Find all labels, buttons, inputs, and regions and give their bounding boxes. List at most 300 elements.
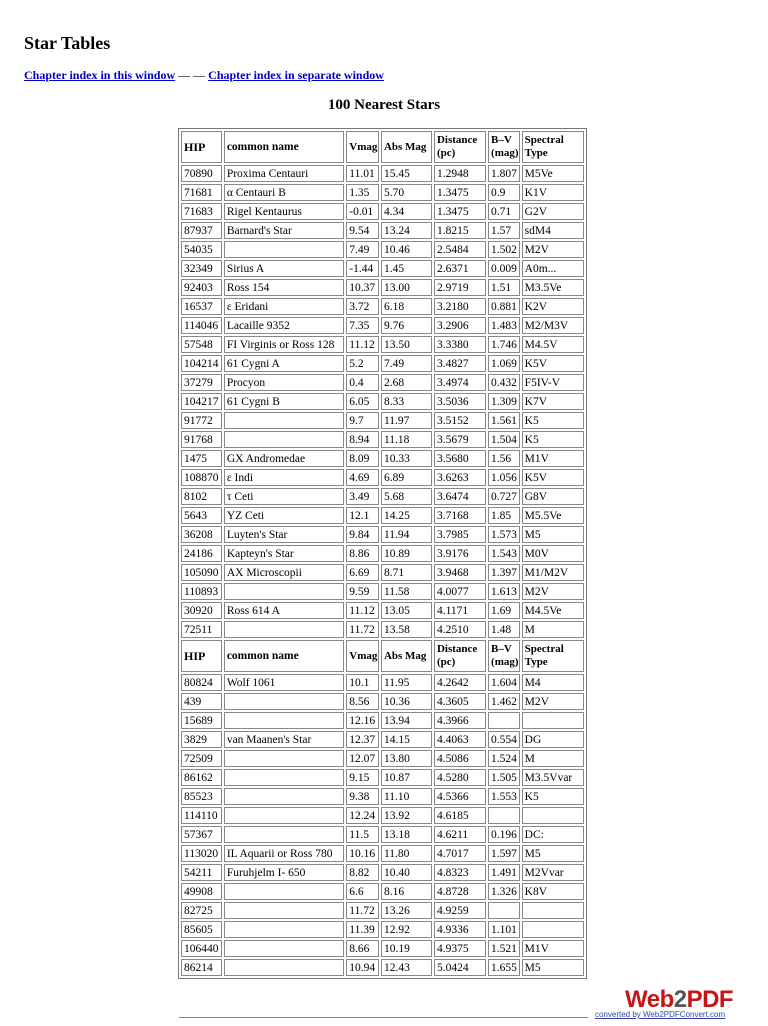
- table-row: [181, 750, 584, 767]
- table-row: [181, 393, 584, 410]
- table-row: [181, 883, 584, 900]
- table-row: [181, 241, 584, 258]
- table-cell: 13.80: [381, 750, 432, 767]
- table-cell: 1.573: [488, 526, 520, 543]
- table-cell: K2V: [522, 298, 584, 315]
- table-cell: 8.33: [381, 393, 432, 410]
- table-cell: 8.71: [381, 564, 432, 581]
- table-cell: 91772: [181, 412, 222, 429]
- table-cell: -0.01: [346, 203, 379, 220]
- table-row: [181, 165, 584, 182]
- table-cell: 4.9336: [434, 921, 486, 938]
- table-cell: 12.1: [346, 507, 379, 524]
- table-cell: 14.25: [381, 507, 432, 524]
- table-cell: [224, 712, 344, 729]
- table-row: [181, 412, 584, 429]
- table-cell: 8.94: [346, 431, 379, 448]
- table-cell: K5: [522, 788, 584, 805]
- table-cell: 1475: [181, 450, 222, 467]
- table-cell: 3.49: [346, 488, 379, 505]
- converted-by-link[interactable]: converted by Web2PDFConvert.com: [595, 1010, 726, 1019]
- table-cell: 4.6211: [434, 826, 486, 843]
- table-cell: 2.9719: [434, 279, 486, 296]
- table-cell: 0.554: [488, 731, 520, 748]
- table-header-row: [181, 131, 584, 163]
- chapter-nav: [24, 68, 384, 83]
- table-cell: 8.16: [381, 883, 432, 900]
- column-header: HIP: [181, 131, 222, 163]
- table-cell: M2Vvar: [522, 864, 584, 881]
- table-row: [181, 317, 584, 334]
- table-cell: 10.16: [346, 845, 379, 862]
- table-cell: [224, 921, 344, 938]
- table-cell: 4.9259: [434, 902, 486, 919]
- table-cell: Rigel Kentaurus: [224, 203, 344, 220]
- table-cell: M3.5Ve: [522, 279, 584, 296]
- table-cell: M2/M3V: [522, 317, 584, 334]
- table-cell: 1.504: [488, 431, 520, 448]
- table-cell: 61 Cygni B: [224, 393, 344, 410]
- table-cell: 5.70: [381, 184, 432, 201]
- table-cell: 13.92: [381, 807, 432, 824]
- table-cell: M5: [522, 959, 584, 976]
- table-cell: 7.49: [381, 355, 432, 372]
- table-cell: 54035: [181, 241, 222, 258]
- table-cell: 113020: [181, 845, 222, 862]
- table-cell: 106440: [181, 940, 222, 957]
- table-row: [181, 564, 584, 581]
- table-cell: 2.68: [381, 374, 432, 391]
- table-row: [181, 507, 584, 524]
- table-row: [181, 712, 584, 729]
- table-row: [181, 674, 584, 691]
- table-cell: τ Ceti: [224, 488, 344, 505]
- table-cell: 9.15: [346, 769, 379, 786]
- table-cell: 11.95: [381, 674, 432, 691]
- table-cell: 32349: [181, 260, 222, 277]
- table-cell: 1.85: [488, 507, 520, 524]
- table-cell: [522, 921, 584, 938]
- table-cell: 3.5679: [434, 431, 486, 448]
- table-cell: [488, 807, 520, 824]
- chapter-index-separate-window-link[interactable]: Chapter index in separate window: [208, 68, 384, 82]
- column-header: Vmag: [346, 131, 379, 163]
- column-header: Abs Mag: [381, 131, 432, 163]
- table-cell: 4.0077: [434, 583, 486, 600]
- table-cell: K8V: [522, 883, 584, 900]
- table-cell: 57548: [181, 336, 222, 353]
- table-cell: 1.35: [346, 184, 379, 201]
- table-cell: Ross 614 A: [224, 602, 344, 619]
- table-cell: 13.05: [381, 602, 432, 619]
- table-cell: 1.056: [488, 469, 520, 486]
- table-cell: 1.101: [488, 921, 520, 938]
- table-row: [181, 826, 584, 843]
- table-cell: M1V: [522, 940, 584, 957]
- table-cell: [224, 959, 344, 976]
- table-cell: 9.59: [346, 583, 379, 600]
- table-row: [181, 298, 584, 315]
- table-cell: M3.5Vvar: [522, 769, 584, 786]
- table-cell: [488, 902, 520, 919]
- table-cell: FI Virginis or Ross 128: [224, 336, 344, 353]
- table-row: [181, 469, 584, 486]
- table-cell: 72511: [181, 621, 222, 638]
- table-cell: [224, 241, 344, 258]
- table-cell: 5.68: [381, 488, 432, 505]
- table-cell: [224, 788, 344, 805]
- table-cell: 114046: [181, 317, 222, 334]
- table-cell: M4.5V: [522, 336, 584, 353]
- table-cell: 12.92: [381, 921, 432, 938]
- column-header: Spectral Type: [522, 640, 584, 672]
- table-cell: 3.6263: [434, 469, 486, 486]
- table-cell: [224, 883, 344, 900]
- table-row: [181, 222, 584, 239]
- table-row: [181, 693, 584, 710]
- table-cell: 9.76: [381, 317, 432, 334]
- table-cell: AX Microscopii: [224, 564, 344, 581]
- table-cell: 72509: [181, 750, 222, 767]
- table-cell: 15.45: [381, 165, 432, 182]
- table-cell: [224, 940, 344, 957]
- table-cell: Lacaille 9352: [224, 317, 344, 334]
- table-cell: 104217: [181, 393, 222, 410]
- table-cell: IL Aquarii or Ross 780: [224, 845, 344, 862]
- table-cell: 1.397: [488, 564, 520, 581]
- table-cell: 49908: [181, 883, 222, 900]
- table-cell: 1.69: [488, 602, 520, 619]
- table-row: [181, 583, 584, 600]
- table-cell: 1.2948: [434, 165, 486, 182]
- table-cell: 9.7: [346, 412, 379, 429]
- table-cell: 6.69: [346, 564, 379, 581]
- table-row: [181, 959, 584, 976]
- table-row: [181, 336, 584, 353]
- table-cell: 3.2180: [434, 298, 486, 315]
- table-cell: 71683: [181, 203, 222, 220]
- table-cell: 13.18: [381, 826, 432, 843]
- table-cell: 11.39: [346, 921, 379, 938]
- table-cell: YZ Ceti: [224, 507, 344, 524]
- table-cell: Luyten's Star: [224, 526, 344, 543]
- table-cell: [224, 693, 344, 710]
- table-cell: 30920: [181, 602, 222, 619]
- table-cell: 11.01: [346, 165, 379, 182]
- table-cell: sdM4: [522, 222, 584, 239]
- table-cell: 10.36: [381, 693, 432, 710]
- table-cell: [224, 769, 344, 786]
- table-cell: 8.66: [346, 940, 379, 957]
- table-cell: 12.43: [381, 959, 432, 976]
- table-row: [181, 921, 584, 938]
- table-cell: K5V: [522, 355, 584, 372]
- table-cell: 3.9468: [434, 564, 486, 581]
- table-row: [181, 940, 584, 957]
- table-cell: Furuhjelm I- 650: [224, 864, 344, 881]
- table-cell: 11.12: [346, 602, 379, 619]
- table-cell: 4.5280: [434, 769, 486, 786]
- table-cell: 24186: [181, 545, 222, 562]
- table-cell: 11.72: [346, 902, 379, 919]
- table-cell: 4.8728: [434, 883, 486, 900]
- page-title: Star Tables: [24, 33, 111, 53]
- table-cell: Proxima Centauri: [224, 165, 344, 182]
- table-cell: 0.432: [488, 374, 520, 391]
- table-cell: Procyon: [224, 374, 344, 391]
- table-cell: 12.07: [346, 750, 379, 767]
- table-cell: 92403: [181, 279, 222, 296]
- table-cell: 114110: [181, 807, 222, 824]
- table-cell: 16537: [181, 298, 222, 315]
- table-cell: 4.5366: [434, 788, 486, 805]
- table-title: 100 Nearest Stars: [327, 97, 441, 113]
- table-cell: 439: [181, 693, 222, 710]
- table-cell: 11.97: [381, 412, 432, 429]
- table-continuation-edge: [179, 1017, 588, 1026]
- table-cell: [224, 826, 344, 843]
- table-row: [181, 488, 584, 505]
- table-cell: 6.89: [381, 469, 432, 486]
- table-row: [181, 902, 584, 919]
- table-cell: 13.94: [381, 712, 432, 729]
- table-cell: 86162: [181, 769, 222, 786]
- table-cell: 110893: [181, 583, 222, 600]
- table-cell: K7V: [522, 393, 584, 410]
- table-cell: 2.6371: [434, 260, 486, 277]
- table-cell: 11.5: [346, 826, 379, 843]
- table-cell: 91768: [181, 431, 222, 448]
- table-cell: 11.80: [381, 845, 432, 862]
- table-cell: 1.505: [488, 769, 520, 786]
- table-cell: 11.94: [381, 526, 432, 543]
- table-cell: 11.12: [346, 336, 379, 353]
- table-row: [181, 260, 584, 277]
- table-cell: 10.33: [381, 450, 432, 467]
- table-cell: ε Eridani: [224, 298, 344, 315]
- table-cell: 4.1171: [434, 602, 486, 619]
- table-cell: 1.3475: [434, 184, 486, 201]
- table-cell: 10.19: [381, 940, 432, 957]
- table-cell: van Maanen's Star: [224, 731, 344, 748]
- table-cell: M5: [522, 845, 584, 862]
- table-cell: 6.05: [346, 393, 379, 410]
- table-cell: 12.37: [346, 731, 379, 748]
- table-cell: 70890: [181, 165, 222, 182]
- table-cell: [488, 712, 520, 729]
- table-cell: -1.44: [346, 260, 379, 277]
- table-cell: 0.196: [488, 826, 520, 843]
- table-cell: M4.5Ve: [522, 602, 584, 619]
- table-cell: 13.24: [381, 222, 432, 239]
- table-row: [181, 203, 584, 220]
- table-cell: 1.553: [488, 788, 520, 805]
- table-cell: Wolf 1061: [224, 674, 344, 691]
- table-row: [181, 184, 584, 201]
- table-cell: A0m...: [522, 260, 584, 277]
- table-cell: 9.54: [346, 222, 379, 239]
- table-cell: 5.0424: [434, 959, 486, 976]
- table-row: [181, 355, 584, 372]
- table-cell: 3.5152: [434, 412, 486, 429]
- column-header: B–V (mag): [488, 131, 520, 163]
- table-cell: 1.3475: [434, 203, 486, 220]
- table-cell: [224, 750, 344, 767]
- table-cell: 11.58: [381, 583, 432, 600]
- column-header: Distance (pc): [434, 131, 486, 163]
- table-cell: M: [522, 750, 584, 767]
- table-cell: M5Ve: [522, 165, 584, 182]
- table-row: [181, 864, 584, 881]
- table-cell: 1.655: [488, 959, 520, 976]
- table-cell: [522, 902, 584, 919]
- table-cell: 13.00: [381, 279, 432, 296]
- table-cell: K5V: [522, 469, 584, 486]
- column-header: Abs Mag: [381, 640, 432, 672]
- table-cell: 5.2: [346, 355, 379, 372]
- table-cell: 3.5036: [434, 393, 486, 410]
- table-cell: M1/M2V: [522, 564, 584, 581]
- table-cell: 0.71: [488, 203, 520, 220]
- table-cell: [224, 902, 344, 919]
- table-cell: 0.727: [488, 488, 520, 505]
- table-cell: 57367: [181, 826, 222, 843]
- table-cell: 1.561: [488, 412, 520, 429]
- table-cell: 8.09: [346, 450, 379, 467]
- table-cell: 1.48: [488, 621, 520, 638]
- table-cell: 10.46: [381, 241, 432, 258]
- table-row: [181, 450, 584, 467]
- table-cell: 1.524: [488, 750, 520, 767]
- column-header: B–V (mag): [488, 640, 520, 672]
- table-row: [181, 602, 584, 619]
- table-cell: 1.746: [488, 336, 520, 353]
- column-header: common name: [224, 131, 344, 163]
- table-cell: 1.502: [488, 241, 520, 258]
- table-cell: 108870: [181, 469, 222, 486]
- table-cell: 105090: [181, 564, 222, 581]
- table-cell: 4.69: [346, 469, 379, 486]
- table-cell: 3.9176: [434, 545, 486, 562]
- table-cell: 13.58: [381, 621, 432, 638]
- table-cell: 1.309: [488, 393, 520, 410]
- table-cell: Kapteyn's Star: [224, 545, 344, 562]
- table-cell: G8V: [522, 488, 584, 505]
- table-cell: 3.6474: [434, 488, 486, 505]
- table-cell: 3.7985: [434, 526, 486, 543]
- table-row: [181, 769, 584, 786]
- table-cell: [522, 712, 584, 729]
- table-cell: [224, 583, 344, 600]
- table-cell: 1.56: [488, 450, 520, 467]
- table-cell: 1.45: [381, 260, 432, 277]
- table-cell: 6.18: [381, 298, 432, 315]
- table-cell: 3.5680: [434, 450, 486, 467]
- table-row: [181, 788, 584, 805]
- table-cell: 4.6185: [434, 807, 486, 824]
- table-cell: 1.491: [488, 864, 520, 881]
- table-cell: 4.2642: [434, 674, 486, 691]
- table-cell: 4.2510: [434, 621, 486, 638]
- table-cell: [224, 431, 344, 448]
- table-cell: DC:: [522, 826, 584, 843]
- table-row: [181, 545, 584, 562]
- table-row: [181, 431, 584, 448]
- table-row: [181, 374, 584, 391]
- table-row: [181, 526, 584, 543]
- table-cell: 11.10: [381, 788, 432, 805]
- table-cell: 1.069: [488, 355, 520, 372]
- column-header: Vmag: [346, 640, 379, 672]
- table-cell: 3.7168: [434, 507, 486, 524]
- table-cell: 1.597: [488, 845, 520, 862]
- table-header-row: [181, 640, 584, 672]
- table-cell: 4.3605: [434, 693, 486, 710]
- table-cell: 1.51: [488, 279, 520, 296]
- table-row: [181, 807, 584, 824]
- table-row: [181, 731, 584, 748]
- table-cell: [522, 807, 584, 824]
- table-cell: 3.3380: [434, 336, 486, 353]
- table-cell: Barnard's Star: [224, 222, 344, 239]
- table-row: [181, 621, 584, 638]
- table-cell: 61 Cygni A: [224, 355, 344, 372]
- table-cell: F5IV-V: [522, 374, 584, 391]
- table-cell: 10.94: [346, 959, 379, 976]
- table-cell: 1.604: [488, 674, 520, 691]
- table-cell: M2V: [522, 241, 584, 258]
- table-cell: 1.807: [488, 165, 520, 182]
- table-cell: Ross 154: [224, 279, 344, 296]
- table-cell: 10.1: [346, 674, 379, 691]
- table-cell: 3.4974: [434, 374, 486, 391]
- table-cell: 3829: [181, 731, 222, 748]
- table-cell: 87937: [181, 222, 222, 239]
- table-cell: 8102: [181, 488, 222, 505]
- table-cell: 4.8323: [434, 864, 486, 881]
- table-cell: G2V: [522, 203, 584, 220]
- table-cell: 10.37: [346, 279, 379, 296]
- table-cell: Sirius A: [224, 260, 344, 277]
- table-cell: 15689: [181, 712, 222, 729]
- table-cell: K1V: [522, 184, 584, 201]
- table-cell: 7.49: [346, 241, 379, 258]
- table-cell: 80824: [181, 674, 222, 691]
- column-header: Spectral Type: [522, 131, 584, 163]
- table-cell: 1.483: [488, 317, 520, 334]
- table-cell: [224, 412, 344, 429]
- table-cell: M4: [522, 674, 584, 691]
- table-cell: 4.7017: [434, 845, 486, 862]
- table-cell: 10.40: [381, 864, 432, 881]
- table-cell: 5643: [181, 507, 222, 524]
- table-cell: 54211: [181, 864, 222, 881]
- table-cell: [224, 807, 344, 824]
- table-cell: 1.543: [488, 545, 520, 562]
- table-cell: DG: [522, 731, 584, 748]
- nav-separator: — —: [178, 68, 206, 82]
- chapter-index-this-window-link[interactable]: Chapter index in this window: [24, 68, 176, 82]
- column-header: common name: [224, 640, 344, 672]
- table-cell: M: [522, 621, 584, 638]
- table-cell: α Centauri B: [224, 184, 344, 201]
- table-cell: 4.4063: [434, 731, 486, 748]
- logo-wordmark: Web2PDF: [625, 986, 734, 1013]
- table-cell: 3.72: [346, 298, 379, 315]
- table-cell: 8.82: [346, 864, 379, 881]
- table-cell: 4.5086: [434, 750, 486, 767]
- table-cell: 12.16: [346, 712, 379, 729]
